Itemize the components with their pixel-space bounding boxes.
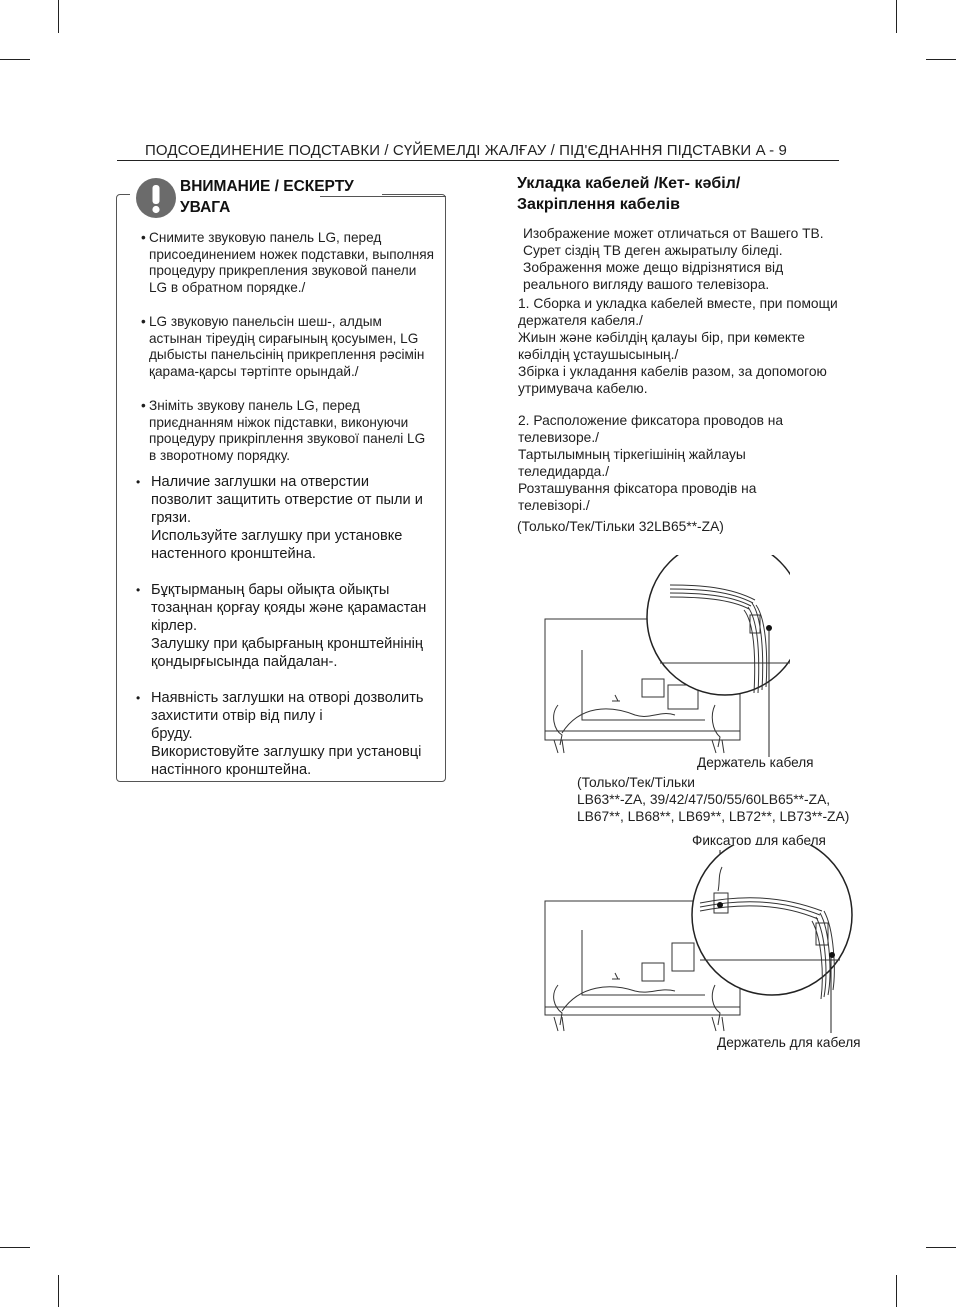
cable-clip-illustration bbox=[540, 845, 860, 1035]
bullet: • bbox=[136, 583, 141, 597]
bullet: • bbox=[141, 398, 146, 413]
bullet: • bbox=[136, 475, 141, 489]
callout-line bbox=[820, 955, 840, 1035]
section-title: Укладка кабелей /Кет- кәбіл/ Закріплення кабелів bbox=[517, 175, 741, 213]
cable-holder-illustration bbox=[540, 555, 790, 755]
crop-mark bbox=[0, 1247, 30, 1248]
caution-item-text: Бұқтырманың бары ойықта ойықты тозаңнан қорғау қояды және қарамастан кірлер. Залушку при қабырғаның кронштейнінің қондырғысында пайдалан-. bbox=[151, 582, 427, 670]
cable-holder-label: Держатель кабеля bbox=[697, 755, 814, 770]
caution-item-text: Наличие заглушки на отверстии позволит защитить отверстие от пыли и грязи. Используйте заглушку при установке настенного кронштейна. bbox=[151, 474, 423, 562]
caution-item-text: LG звуковую панельсін шеш-, алдым астынан тіреудің сирағының қосуымен, LG дыбысты панельсінің прикреплення рәсімін қарама-қарсы тәртіпте орындай./ bbox=[149, 314, 425, 379]
bullet: • bbox=[141, 230, 146, 245]
crop-mark bbox=[896, 0, 897, 33]
bullet: • bbox=[136, 691, 141, 705]
bullet: • bbox=[141, 314, 146, 329]
crop-mark bbox=[58, 1275, 59, 1307]
caution-item bbox=[141, 314, 451, 380]
caution-item bbox=[141, 230, 451, 296]
callout-line bbox=[760, 625, 780, 760]
caution-item bbox=[136, 581, 446, 671]
crop-mark bbox=[896, 1275, 897, 1307]
caution-item bbox=[141, 398, 451, 464]
caution-item bbox=[136, 473, 446, 563]
cable-clip-label: Фиксатор для кабеля bbox=[692, 833, 826, 848]
crop-mark bbox=[926, 1247, 956, 1248]
model-note: (Только/Тек/Тільки 32LB65**-ZA) bbox=[517, 519, 724, 534]
caution-item-text: Зніміть звукову панель LG, перед приєднанням ніжок підставки, виконуючи процедуру прикріплення звукової панелі LG в зворотному порядку. bbox=[149, 398, 426, 463]
step-2: 2. Расположение фиксатора проводов на телевизоре./ Тартылымның тіркегішінің жайлауы теледидарда./ Розташування фіксатора проводів на телевізорі./ bbox=[518, 413, 784, 513]
crop-mark bbox=[58, 0, 59, 33]
image-note: Изображение может отличаться от Вашего ТВ. Сурет сіздің ТВ деген ажыратылу біледі. Зображення може дещо відрізнятися від реального вигляду вашого телевізора. bbox=[523, 226, 824, 292]
caution-item-text: Снимите звуковую панель LG, перед присоединением ножек подставки, выполняя процедуру прикрепления звуковой панели LG в обратном порядке./ bbox=[149, 230, 435, 295]
cable-holder-label: Держатель для кабеля bbox=[717, 1035, 861, 1050]
crop-mark bbox=[0, 59, 30, 60]
crop-mark bbox=[926, 59, 956, 60]
model-note: (Только/Тек/Тільки LB63**-ZA, 39/42/47/50/55/60LB65**-ZA, LB67**, LB68**, LB69**, LB72**, LB73**-ZA) bbox=[577, 775, 850, 824]
step-1: 1. Сборка и укладка кабелей вместе, при помощи держателя кабеля./ Жиын және кәбілдің қалауы бір, при көмекте кәбілдің ұстаушысының./ Збірка і укладання кабелів разом, за допомогою утримувача кабелю. bbox=[518, 296, 838, 396]
page-header-title: ПОДСОЕДИНЕНИЕ ПОДСТАВКИ / СҮЙЕМЕЛДІ ЖАЛҒАУ / ПІД'ЄДНАННЯ ПІДСТАВКИ A - 9 bbox=[145, 142, 787, 159]
exclamation-icon bbox=[135, 177, 177, 219]
caution-item-text: Наявність заглушки на отворі дозволить захистити отвір від пилу і бруду. Використовуйте заглушку при установці настінного кронштейна. bbox=[151, 690, 424, 778]
header-divider bbox=[117, 160, 839, 161]
caution-title: ВНИМАНИЕ / ЕСКЕРТУ УВАГА bbox=[180, 178, 354, 216]
caution-item bbox=[136, 689, 446, 779]
